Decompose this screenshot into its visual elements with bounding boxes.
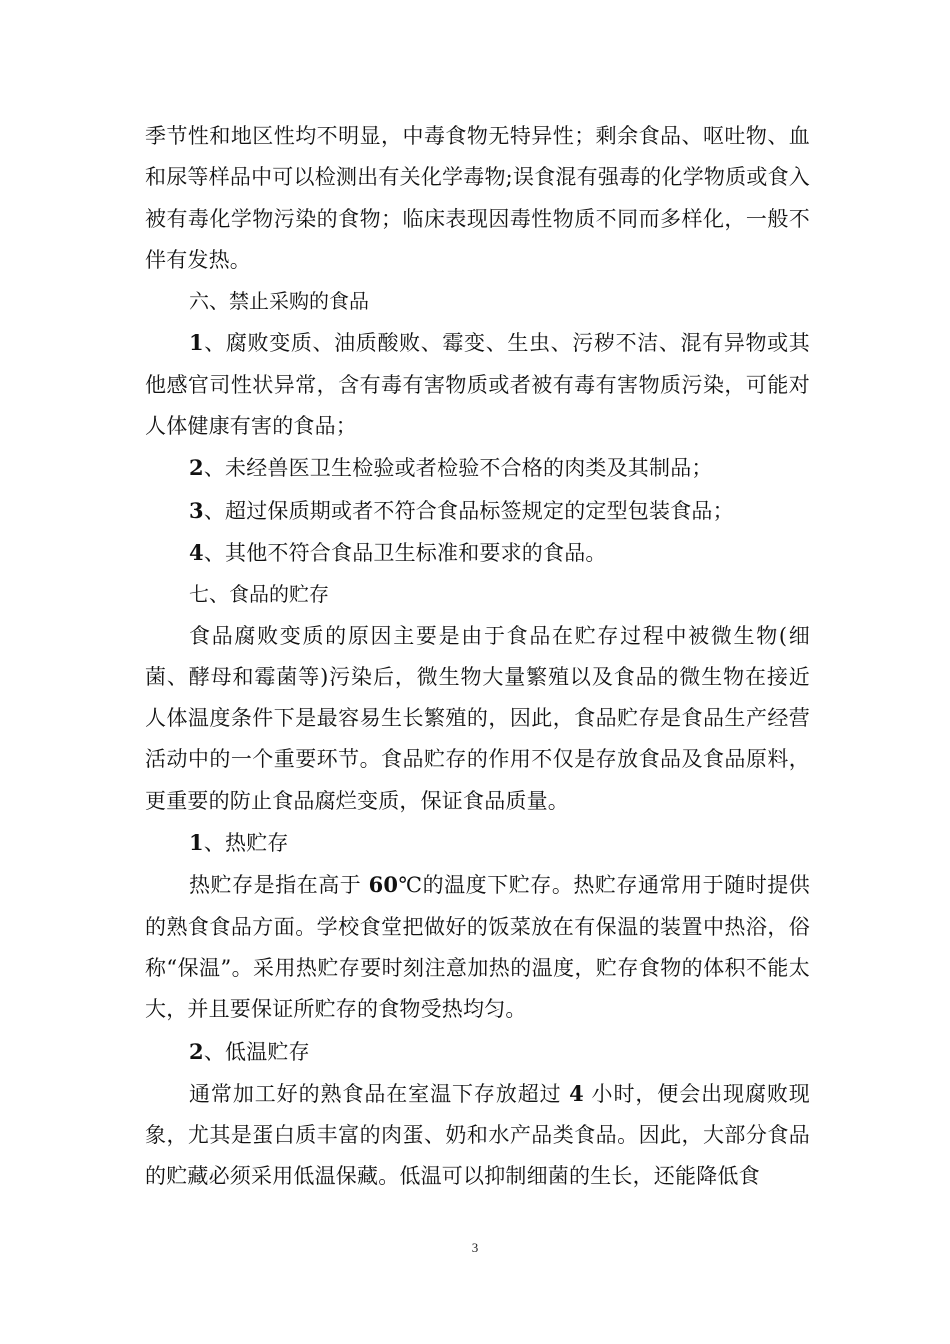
subsection-1-title — [145, 822, 810, 864]
subsection-2-title — [145, 1031, 810, 1073]
body-text: 热贮存是指在高于 — [189, 873, 369, 898]
item-text: 、其他不符合食品卫生标准和要求的食品。 — [203, 540, 607, 565]
section-7-intro: 食品腐败变质的原因主要是由于食品在贮存过程中被微生物(细菌、酵母和霉菌等)污染后，微生物大量繁殖以及食品的微生物在接近人体温度条件下是最容易生长繁殖的，因此，食品贮存是食品生产经营活动中的一个重要环节。食品贮存的作用不仅是存放食品及食品原料，更重要的防止食品腐烂变质，保证食品质量。 — [145, 623, 810, 813]
hours-value: 4 — [569, 1080, 584, 1106]
page-number: 3 — [471, 1240, 479, 1255]
body-text: 通常加工好的熟食品在室温下存放超过 — [189, 1081, 570, 1106]
section-6-item-1 — [145, 322, 810, 447]
item-number: 1 — [189, 330, 204, 356]
section-6-heading: 六、禁止采购的食品 — [189, 289, 369, 314]
item-text: 、未经兽医卫生检验或者检验不合格的肉类及其制品； — [203, 456, 713, 481]
item-number: 3 — [189, 497, 204, 523]
item-text: 、腐败变质、油质酸败、霉变、生虫、污秽不洁、混有异物或其他感官司性状异常，含有毒有害物质或者被有毒有害物质污染，可能对人体健康有害的食品； — [145, 331, 810, 439]
subsection-number: 1 — [189, 830, 204, 856]
subsection-title-text: 、低温贮存 — [203, 1039, 310, 1064]
body-text: ℃的温度下贮存。热贮存通常用于随时提供的熟食食品方面。学校食堂把做好的饭菜放在有保温的装置中热浴，俗称“保温”。采用热贮存要时刻注意加热的温度，贮存食物的体积不能太大，并且要保证所贮存的食物受热均匀。 — [145, 873, 810, 1022]
body-text: 小时，便会出现腐败现象，尤其是蛋白质丰富的肉蛋、奶和水产品类食品。因此，大部分食品的贮藏必须采用低温保藏。低温可以抑制细菌的生长，还能降低食 — [145, 1081, 810, 1189]
subsection-2-body — [145, 1073, 810, 1198]
section-6-item-2 — [145, 447, 810, 489]
intro-paragraph: 季节性和地区性均不明显，中毒食物无特异性；剩余食品、呕吐物、血和尿等样品中可以检测出有关化学毒物;误食混有强毒的化学物质或食入被有毒化学物污染的食物；临床表现因毒性物质不同而多样化，一般不伴有发热。 — [145, 124, 810, 272]
subsection-1-body — [145, 864, 810, 1030]
item-number: 2 — [189, 455, 204, 481]
item-text: 、超过保质期或者不符合食品标签规定的定型包装食品； — [203, 498, 734, 523]
subsection-number: 2 — [189, 1038, 204, 1064]
section-7-heading: 七、食品的贮存 — [189, 582, 329, 607]
section-6-item-3 — [145, 490, 810, 532]
document-body — [145, 116, 810, 1198]
temperature-value: 60 — [368, 872, 399, 898]
item-number: 4 — [189, 539, 204, 565]
section-6-item-4 — [145, 532, 810, 574]
subsection-title-text: 、热贮存 — [203, 831, 289, 856]
